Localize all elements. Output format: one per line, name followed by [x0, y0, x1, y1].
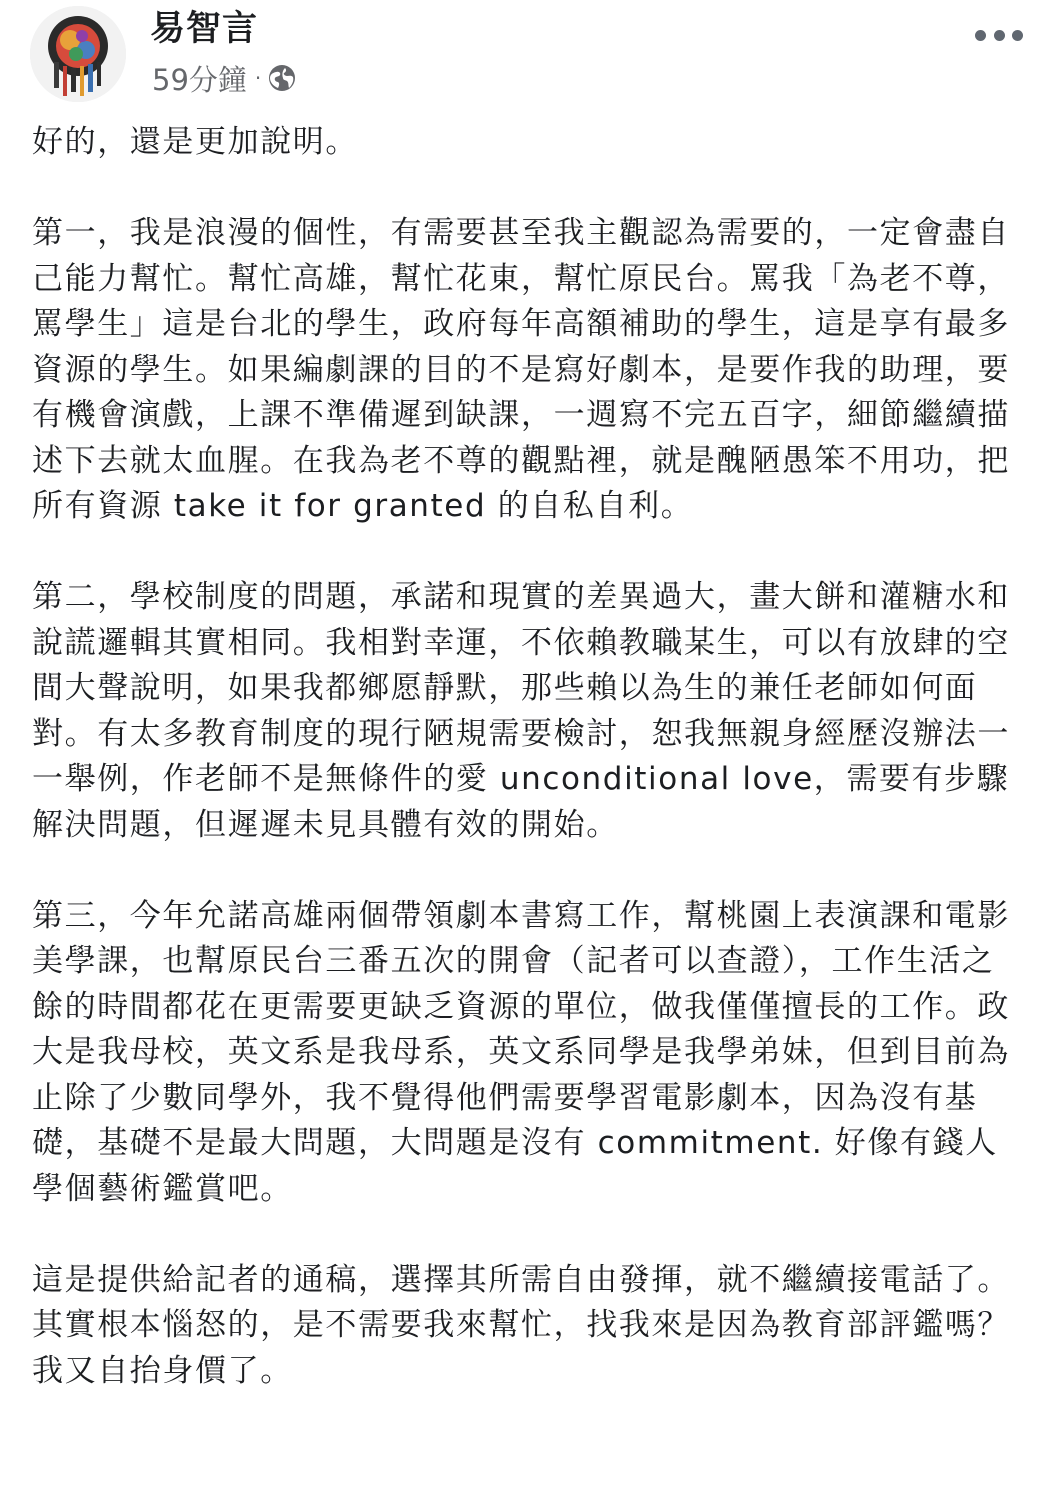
- more-horizontal-icon: [975, 30, 986, 41]
- post-paragraph-third: 第三，今年允諾高雄兩個帶領劇本書寫工作，幫桃園上表演課和電影美學課，也幫原民台三番五次的開會（記者可以查證），工作生活之餘的時間都花在更需要更缺乏資源的單位，做我僅僅擅長的工作。政大是我母校，英文系是我母系，英文系同學是我學弟妹，但到目前為止除了少數同學外，我不覺得他們需要學習電影劇本，因為沒有基礎，基礎不是最大問題，大問題是沒有 commitment. 好像有錢人學個藝術鑑賞吧。: [32, 897, 1010, 1207]
- globe-icon[interactable]: [267, 63, 297, 93]
- author-name[interactable]: 易智言: [150, 9, 259, 49]
- meta-separator: ·: [254, 66, 262, 90]
- post-body: [32, 120, 1022, 1394]
- post-timestamp[interactable]: 59分鐘: [152, 62, 247, 97]
- post-header: [0, 0, 1049, 110]
- more-horizontal-icon: [1012, 30, 1023, 41]
- more-horizontal-icon: [994, 30, 1005, 41]
- post-paragraph-intro: 好的，還是更加說明。: [32, 124, 358, 160]
- post-meta: [152, 58, 297, 98]
- profile-avatar-icon: [30, 6, 126, 102]
- more-options-button[interactable]: [975, 20, 1023, 50]
- post-paragraph-closing: 這是提供給記者的通稿，選擇其所需自由發揮，就不繼續接電話了。其實根本惱怒的，是不需要我來幫忙，找我來是因為教育部評鑑嗎？我又自抬身價了。: [32, 1261, 1010, 1389]
- post-paragraph-second: 第二，學校制度的問題，承諾和現實的差異過大，畫大餅和灌糖水和說謊邏輯其實相同。我相對幸運，不依賴教職某生，可以有放肆的空間大聲說明，如果我都鄉愿靜默，那些賴以為生的兼任老師如何面對。有太多教育制度的現行陋規需要檢討，恕我無親身經歷沒辦法一一舉例，作老師不是無條件的愛 unconditional love，需要有步驟解決問題，但遲遲未見具體有效的開始。: [32, 579, 1010, 843]
- post-paragraph-first: 第一，我是浪漫的個性，有需要甚至我主觀認為需要的，一定會盡自己能力幫忙。幫忙高雄，幫忙花東，幫忙原民台。罵我「為老不尊，罵學生」這是台北的學生，政府每年高額補助的學生，這是享有最多資源的學生。如果編劇課的目的不是寫好劇本，是要作我的助理，要有機會演戲，上課不準備遲到缺課，一週寫不完五百字，細節繼續描述下去就太血腥。在我為老不尊的觀點裡，就是醜陋愚笨不用功，把所有資源 take it for granted 的自私自利。: [32, 215, 1010, 524]
- author-avatar[interactable]: [30, 6, 126, 102]
